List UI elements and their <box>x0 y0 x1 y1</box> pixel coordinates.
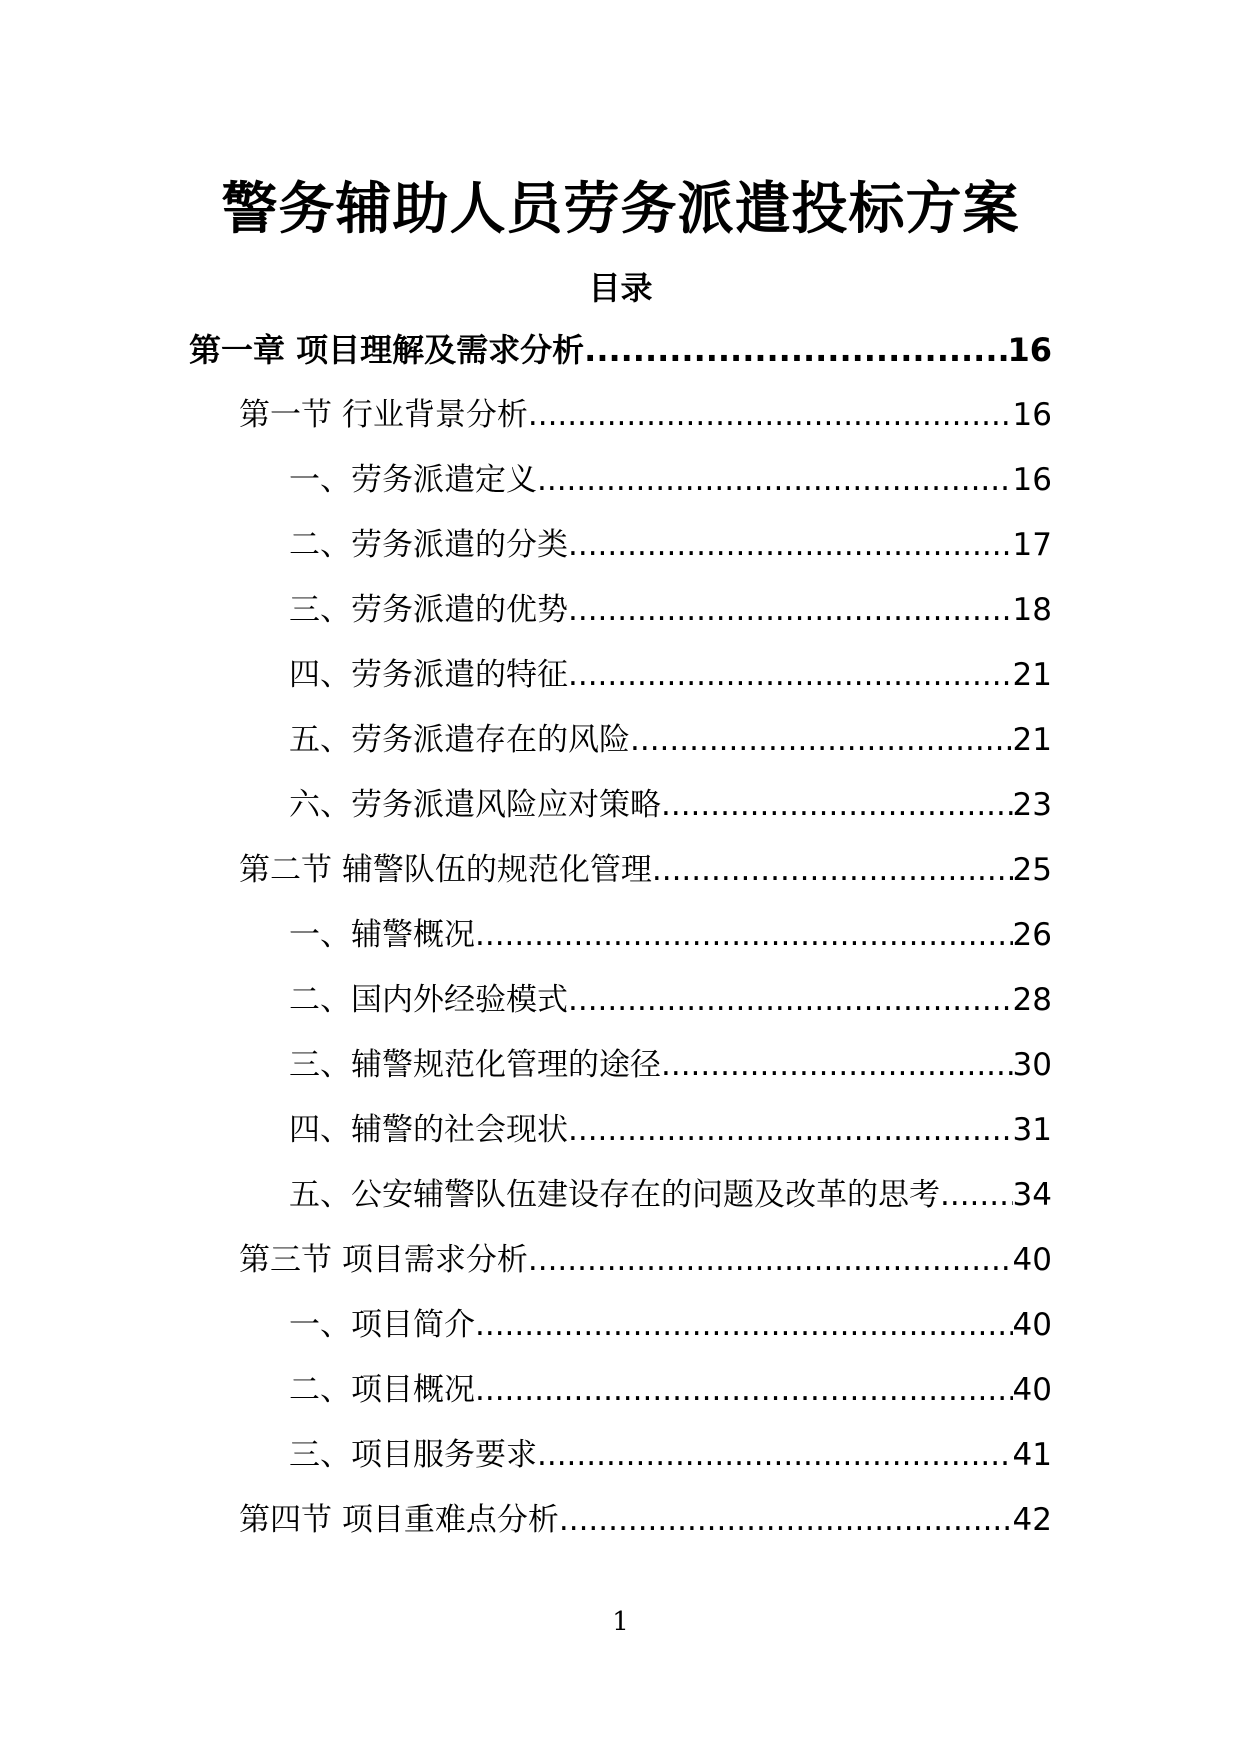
toc-entry-chapter-1[interactable] <box>189 328 1052 372</box>
toc-entry-page: 26 <box>1012 917 1052 953</box>
toc-entry-page: 40 <box>1012 1307 1052 1343</box>
toc-entry-item[interactable] <box>289 1433 1052 1477</box>
toc-entry-item[interactable] <box>289 653 1052 697</box>
toc-entry-page: 17 <box>1012 527 1052 563</box>
toc-entry-label: 第一章 项目理解及需求分析 <box>189 331 585 369</box>
toc-entry-section-2[interactable] <box>239 848 1052 892</box>
toc-entry-section-4[interactable] <box>239 1498 1052 1542</box>
toc-entry-item[interactable] <box>289 913 1052 957</box>
toc-entry-label: 四、辅警的社会现状 <box>289 1112 568 1148</box>
toc-entry-page: 16 <box>1007 331 1052 369</box>
toc-entry-item[interactable] <box>289 978 1052 1022</box>
toc-entry-page: 31 <box>1012 1112 1052 1148</box>
toc-entry-page: 25 <box>1012 852 1052 888</box>
toc-entry-page: 23 <box>1012 787 1052 823</box>
toc-entry-item[interactable] <box>289 523 1052 567</box>
toc-entry-page: 21 <box>1012 657 1052 693</box>
toc-entry-label: 一、辅警概况 <box>289 917 475 953</box>
toc-dot-leader <box>475 913 1013 957</box>
toc-dot-leader <box>584 328 1007 372</box>
toc-dot-leader <box>537 1433 1013 1477</box>
toc-entry-label: 第二节 辅警队伍的规范化管理 <box>239 852 652 888</box>
toc-entry-label: 三、劳务派遣的优势 <box>289 592 568 628</box>
toc-entry-page: 40 <box>1012 1372 1052 1408</box>
toc-dot-leader <box>568 588 1013 632</box>
toc-entry-page: 40 <box>1012 1242 1052 1278</box>
toc-dot-leader <box>475 1303 1013 1347</box>
toc-entry-label: 一、劳务派遣定义 <box>289 462 537 498</box>
toc-entry-page: 30 <box>1012 1047 1052 1083</box>
toc-entry-item[interactable] <box>289 1043 1052 1087</box>
toc-entry-item[interactable] <box>289 1303 1052 1347</box>
toc-entry-item[interactable] <box>289 458 1052 502</box>
toc-dot-leader <box>940 1173 1013 1217</box>
toc-dot-leader <box>528 1238 1013 1282</box>
toc-entry-label: 二、国内外经验模式 <box>289 982 568 1018</box>
toc-entry-label: 三、辅警规范化管理的途径 <box>289 1047 661 1083</box>
toc-entry-label: 第一节 行业背景分析 <box>239 397 528 433</box>
toc-dot-leader <box>568 1108 1013 1152</box>
toc-entry-label: 三、项目服务要求 <box>289 1437 537 1473</box>
toc-dot-leader <box>528 393 1013 437</box>
toc-entry-page: 42 <box>1012 1502 1052 1538</box>
toc-entry-label: 第四节 项目重难点分析 <box>239 1502 559 1538</box>
toc-dot-leader <box>568 978 1013 1022</box>
toc-entry-item[interactable] <box>289 1108 1052 1152</box>
toc-entry-item[interactable] <box>289 718 1052 762</box>
toc-entry-page: 28 <box>1012 982 1052 1018</box>
toc-dot-leader <box>661 1043 1013 1087</box>
toc-entry-page: 16 <box>1012 397 1052 433</box>
toc-entry-page: 18 <box>1012 592 1052 628</box>
toc-entry-label: 二、劳务派遣的分类 <box>289 527 568 563</box>
toc-entry-page: 41 <box>1012 1437 1052 1473</box>
toc-entry-label: 五、劳务派遣存在的风险 <box>289 722 630 758</box>
toc-entry-label: 四、劳务派遣的特征 <box>289 657 568 693</box>
toc-dot-leader <box>475 1368 1013 1412</box>
toc-entry-label: 一、项目简介 <box>289 1307 475 1343</box>
toc-dot-leader <box>630 718 1013 762</box>
toc-dot-leader <box>568 653 1013 697</box>
toc-entry-page: 34 <box>1012 1177 1052 1213</box>
toc-entry-label: 第三节 项目需求分析 <box>239 1242 528 1278</box>
page-number: 1 <box>612 1607 629 1637</box>
toc-entry-label: 六、劳务派遣风险应对策略 <box>289 787 661 823</box>
toc-dot-leader <box>559 1498 1013 1542</box>
toc-entry-label: 二、项目概况 <box>289 1372 475 1408</box>
toc-entry-page: 16 <box>1012 462 1052 498</box>
toc-entry-item[interactable] <box>289 783 1052 827</box>
toc-entry-page: 21 <box>1012 722 1052 758</box>
toc-dot-leader <box>568 523 1013 567</box>
toc-entry-label: 五、公安辅警队伍建设存在的问题及改革的思考 <box>289 1177 940 1213</box>
toc-entry-section-3[interactable] <box>239 1238 1052 1282</box>
toc-dot-leader <box>661 783 1013 827</box>
document-title: 警务辅助人员劳务派遣投标方案 <box>221 177 1020 242</box>
toc-entry-section-1[interactable] <box>239 393 1052 437</box>
toc-entry-item[interactable] <box>289 588 1052 632</box>
toc-heading: 目录 <box>588 269 653 307</box>
toc-dot-leader <box>652 848 1013 892</box>
toc-entry-item[interactable] <box>289 1173 1052 1217</box>
toc-dot-leader <box>537 458 1013 502</box>
toc-entry-item[interactable] <box>289 1368 1052 1412</box>
